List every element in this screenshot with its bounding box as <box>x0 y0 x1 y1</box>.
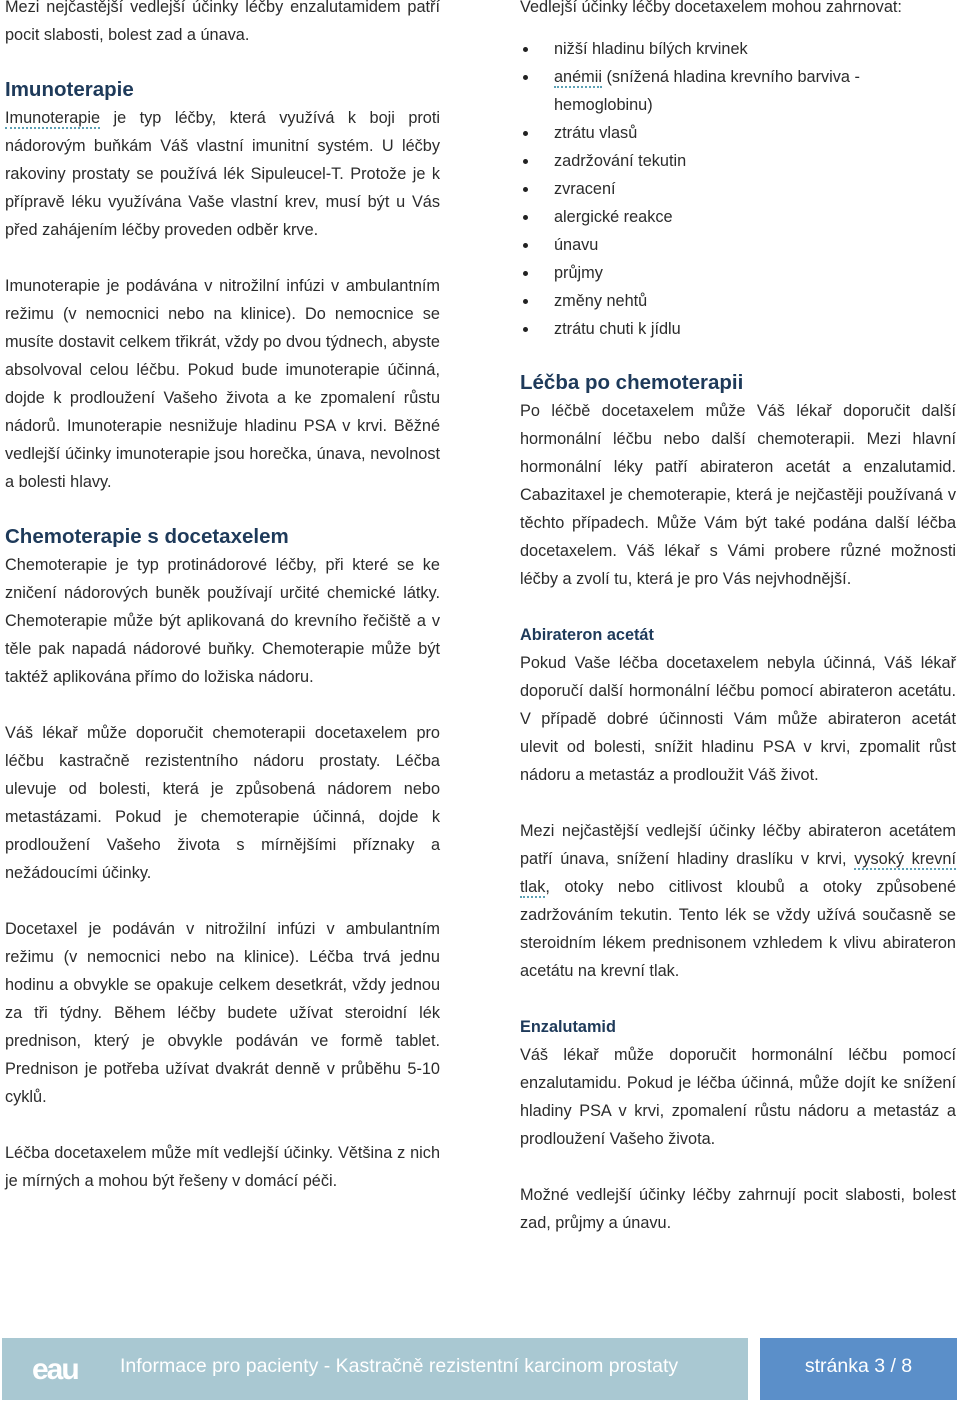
page-footer <box>2 1338 957 1400</box>
enzalutamide-side-effects-intro: Mezi nejčastější vedlejší účinky léčby enzalutamidem patří pocit slabosti, bolest zad a únava. <box>5 0 440 44</box>
list-item: ztrátu chuti k jídlu <box>520 315 956 343</box>
list-item: únavu <box>520 231 956 259</box>
enzalutamide-paragraph-2: Možné vedlejší účinky léčby zahrnují pocit slabosti, bolest zad, průjmy a únavu. <box>520 1186 956 1232</box>
list-item: zvracení <box>520 175 956 203</box>
post-chemotherapy-heading: Léčba po chemoterapii <box>520 371 744 394</box>
chemotherapy-paragraph-3: Docetaxel je podáván v nitrožilní infúzi v ambulantním režimu (v nemocnici nebo na klinice). Léčba trvá jednu hodinu a obvykle se opakuje celkem desetkrát, vždy jednou za tři týdny. Během léčby budete užívat steroidní lék prednison, který je obvykle podáván ve formě tablet. Prednison je potřeba užívat dvakrát denně v průběhu 5-10 cyklů. <box>5 920 440 1106</box>
list-item: zadržování tekutin <box>520 147 956 175</box>
enzalutamide-heading: Enzalutamid <box>520 1018 616 1036</box>
abiraterone-paragraph-2 <box>520 817 956 985</box>
footer-title-bar <box>2 1338 748 1400</box>
anemia-term[interactable]: anémii <box>554 68 602 86</box>
eau-logo-text: eau <box>32 1353 78 1386</box>
chemotherapy-paragraph-2: Váš lékař může doporučit chemoterapii docetaxelem pro léčbu kastračně rezistentního nádoru prostaty. Léčba ulevuje od bolesti, která je způsobená nádorem nebo metastázami. Pokud je chemoterapie účinná, dojde k prodloužení Vašeho života s mírnějšími příznaky a nežádoucími účinky. <box>5 724 440 882</box>
abiraterone-paragraph-2-start: Mezi nejčastější vedlejší účinky léčby abirateron acetátem patří únava, snížení hladiny draslíku v krvi, <box>520 822 956 868</box>
side-effects-list <box>520 35 956 343</box>
list-item: průjmy <box>520 259 956 287</box>
abiraterone-paragraph-2-end: , otoky nebo citlivost kloubů a otoky způsobené zadržováním tekutin. Tento lék se vždy užívá současně se steroidním lékem prednisonem vzhledem k vlivu abirateron acetátu na krevní tlak. <box>520 878 956 980</box>
chemotherapy-heading: Chemoterapie s docetaxelem <box>5 525 289 548</box>
high-blood-pressure-term[interactable]: vysoký krevní tlak <box>520 850 956 896</box>
left-column <box>5 0 440 1195</box>
chemotherapy-paragraph-1: Chemoterapie je typ protinádorové léčby, při které se ke zničení nádorových buněk používají určité chemické látky. Chemoterapie může být aplikovaná do krevního řečiště a v těle pak napadá nádorové buňky. Chemoterapie může být taktéž aplikována přímo do ložiska nádoru. <box>5 556 440 686</box>
page-number: stránka 3 / 8 <box>804 1355 913 1377</box>
eau-logo-icon <box>30 1352 90 1386</box>
footer-title: Informace pro pacienty - Kastračně rezistentní karcinom prostaty <box>120 1355 679 1377</box>
chemotherapy-paragraph-4: Léčba docetaxelem může mít vedlejší účinky. Většina z nich je mírných a mohou být řešeny v domácí péči. <box>5 1144 440 1190</box>
enzalutamide-paragraph-1: Váš lékař může doporučit hormonální léčbu pomocí enzalutamidu. Pokud je léčba účinná, může dojít ke snížení hladiny PSA v krvi, zpomalení růstu nádoru a metastáz a prodloužení Vašeho života. <box>520 1046 956 1148</box>
list-item <box>520 63 956 119</box>
page-number-box <box>760 1338 957 1400</box>
list-item: ztrátu vlasů <box>520 119 956 147</box>
post-chemotherapy-paragraph: Po léčbě docetaxelem může Váš lékař doporučit další hormonální léčbu nebo další chemoterapii. Mezi hlavní hormonální léky patří abirateron acetát a enzalutamid. Cabazitaxel je chemoterapie, která je nejčastěji používaná v těchto případech. Může Vám být také podána další léčba docetaxelem. Váš lékař s Vámi probere různé možnosti léčby a zvolí tu, která je pro Vás nejvhodnější. <box>520 402 956 588</box>
list-item: změny nehtů <box>520 287 956 315</box>
right-column <box>520 0 956 1237</box>
immunotherapy-paragraph-1 <box>5 104 440 244</box>
immunotherapy-paragraph-1-text: je typ léčby, která využívá k boji proti nádorovým buňkám Váš vlastní imunitní systém. U léčby rakoviny prostaty se používá lék Sipuleucel-T. Protože je k přípravě léku využívána Vaše vlastní krev, musí být u Vás před zahájením léčby proveden odběr krve. <box>5 109 440 239</box>
immunotherapy-term[interactable]: Imunoterapie <box>5 109 101 127</box>
side-effects-intro: Vedlejší účinky léčby docetaxelem mohou zahrnovat: <box>520 0 902 16</box>
list-item: alergické reakce <box>520 203 956 231</box>
anemia-description: (snížená hladina krevního barviva - hemoglobinu) <box>554 68 860 114</box>
abiraterone-heading: Abirateron acetát <box>520 626 654 644</box>
list-item: nižší hladinu bílých krvinek <box>520 35 956 63</box>
abiraterone-paragraph-1: Pokud Vaše léčba docetaxelem nebyla účinná, Váš lékař doporučí další hormonální léčbu pomocí abirateron acetátu. V případě dobré účinnosti Vám může abirateron acetát ulevit od bolesti, snížit hladinu PSA v krvi, zpomalit růst nádoru a metastáz a prodloužit Váš život. <box>520 654 956 784</box>
immunotherapy-heading: Imunoterapie <box>5 78 134 101</box>
immunotherapy-paragraph-2: Imunoterapie je podávána v nitrožilní infúzi v ambulantním režimu (v nemocnici nebo na klinice). Do nemocnice se musíte dostavit celkem třikrát, vždy po dvou týdnech, abyste absolvoval celou léčbu. Pokud bude imunoterapie účinná, dojde k prodloužení Vašeho života a ke zpomalení růstu nádorů. Imunoterapie nesnižuje hladinu PSA v krvi. Běžné vedlejší účinky imunoterapie jsou horečka, únava, nevolnost a bolesti hlavy. <box>5 277 440 491</box>
